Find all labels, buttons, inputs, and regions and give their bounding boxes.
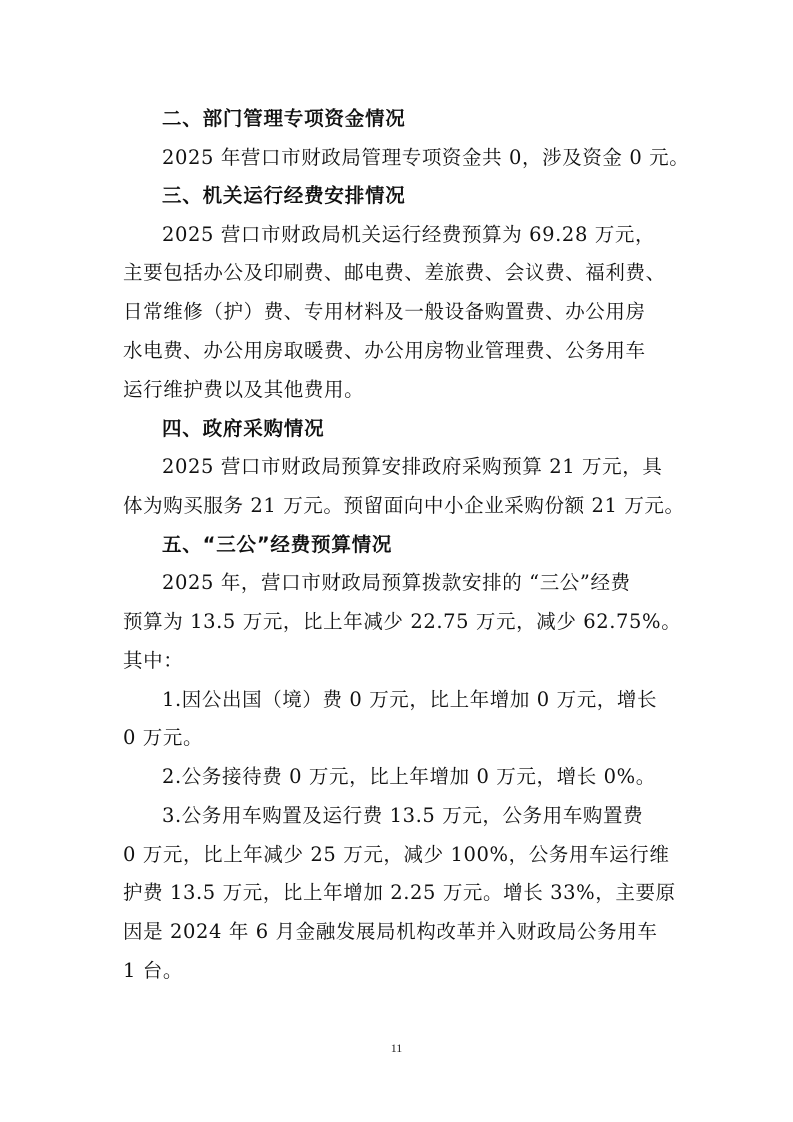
paragraph-line: 水电费、办公用房取暖费、办公用房物业管理费、公务用车 <box>123 339 646 362</box>
paragraph-line: 0 万元。 <box>123 726 204 749</box>
section-heading-operating-costs: 三、机关运行经费安排情况 <box>162 184 406 207</box>
paragraph-line: 预算为 13.5 万元，比上年减少 22.75 万元，减少 62.75%。 <box>123 610 682 633</box>
section-heading-procurement: 四、政府采购情况 <box>162 417 325 440</box>
page-number: 11 <box>390 1041 403 1055</box>
paragraph-line: 0 万元，比上年减少 25 万元，减少 100%，公务用车运行维 <box>123 843 670 866</box>
list-item-overseas-travel: 1.因公出国（境）费 0 万元，比上年增加 0 万元，增长 <box>162 688 658 711</box>
paragraph-line: 护费 13.5 万元，比上年增加 2.25 万元。增长 33%，主要原 <box>123 881 676 904</box>
section-heading-three-public-expenses: 五、“三公”经费预算情况 <box>162 533 393 556</box>
paragraph-line: 日常维修（护）费、专用材料及一般设备购置费、办公用房 <box>123 300 646 323</box>
paragraph-line: 其中： <box>123 649 184 672</box>
paragraph-line: 2025 年营口市财政局管理专项资金共 0，涉及资金 0 元。 <box>162 146 690 169</box>
paragraph-line: 运行维护费以及其他费用。 <box>123 378 365 401</box>
paragraph-line: 2025 年，营口市财政局预算拨款安排的 “三公”经费 <box>162 571 631 594</box>
paragraph-line: 体为购买服务 21 万元。预留面向中小企业采购份额 21 万元。 <box>123 494 685 517</box>
list-item-vehicles: 3.公务用车购置及运行费 13.5 万元，公务用车购置费 <box>162 804 644 827</box>
paragraph-line: 2025 营口市财政局机关运行经费预算为 69.28 万元， <box>162 223 656 246</box>
list-item-reception: 2.公务接待费 0 万元，比上年增加 0 万元，增长 0%。 <box>162 765 656 788</box>
paragraph-line: 1 台。 <box>123 959 184 982</box>
section-heading-special-funds: 二、部门管理专项资金情况 <box>162 107 406 130</box>
paragraph-line: 主要包括办公及印刷费、邮电费、差旅费、会议费、福利费、 <box>123 261 666 284</box>
paragraph-line: 因是 2024 年 6 月金融发展局机构改革并入财政局公务用车 <box>123 920 658 943</box>
paragraph-line: 2025 营口市财政局预算安排政府采购预算 21 万元，具 <box>162 455 663 478</box>
